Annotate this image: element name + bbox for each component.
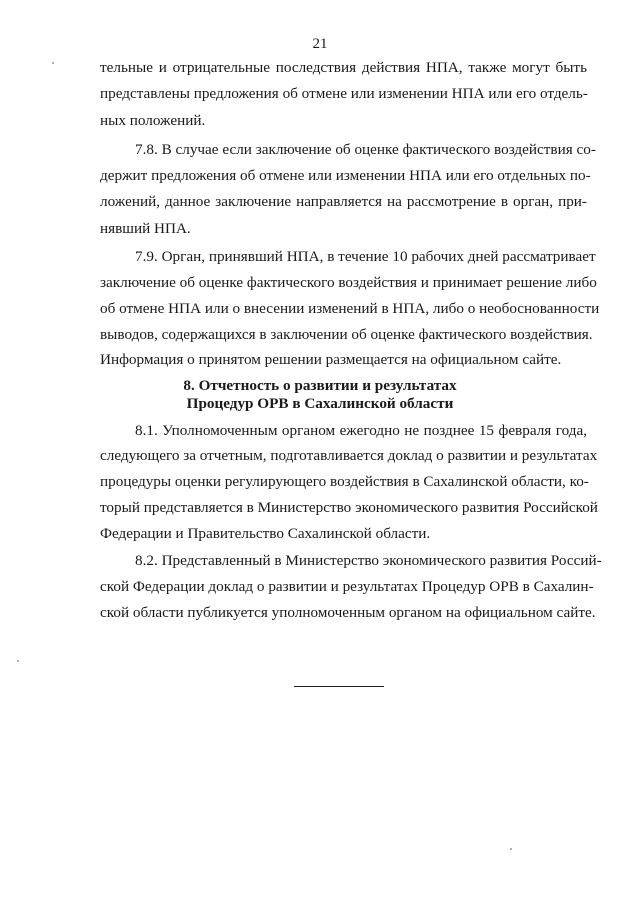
page-number: 21 bbox=[312, 36, 328, 52]
text-line: выводов, содержащихся в заключении об оценке фактического воздействия. bbox=[100, 326, 593, 343]
text-line: 8.1. Уполномоченным органом ежегодно не позднее 15 февраля года, bbox=[135, 422, 587, 439]
scan-speck bbox=[52, 62, 54, 64]
text-line: ской области публикуется уполномоченным органом на официальном сайте. bbox=[100, 604, 596, 621]
text-line: заключение об оценке фактического воздействия и принимает решение либо bbox=[100, 274, 597, 291]
text-line: ложений, данное заключение направляется на рассмотрение в орган, при- bbox=[100, 193, 587, 210]
text-line: 7.9. Орган, принявший НПА, в течение 10 рабочих дней рассматривает bbox=[135, 248, 596, 265]
text-line: 8.2. Представленный в Министерство экономического развития Россий- bbox=[135, 552, 602, 569]
end-separator-line bbox=[294, 686, 384, 687]
text-line: процедуры оценки регулирующего воздействия в Сахалинской области, ко- bbox=[100, 473, 589, 490]
section-heading: Процедур ОРВ в Сахалинской области bbox=[186, 395, 454, 412]
text-line: представлены предложения об отмене или изменении НПА или его отдель- bbox=[100, 85, 588, 102]
text-line: торый представляется в Министерство экономического развития Российской bbox=[100, 499, 598, 516]
text-line: тельные и отрицательные последствия действия НПА, также могут быть bbox=[100, 59, 587, 76]
text-line: Федерации и Правительство Сахалинской области. bbox=[100, 525, 431, 542]
scan-speck bbox=[17, 660, 19, 662]
text-line: об отмене НПА или о внесении изменений в НПА, либо о необоснованности bbox=[100, 300, 600, 317]
section-heading: 8. Отчетность о развитии и результатах bbox=[183, 377, 457, 394]
text-line: ных положений. bbox=[100, 112, 206, 129]
scan-speck bbox=[510, 848, 512, 850]
text-line: ской Федерации доклад о развитии и результатах Процедур ОРВ в Сахалин- bbox=[100, 578, 594, 595]
text-line: 7.8. В случае если заключение об оценке фактического воздействия со- bbox=[135, 141, 596, 158]
text-line: нявший НПА. bbox=[100, 220, 191, 237]
text-line: Информация о принятом решении размещается на официальном сайте. bbox=[100, 351, 562, 368]
text-line: следующего за отчетным, подготавливается доклад о развитии и результатах bbox=[100, 447, 598, 464]
text-line: держит предложения об отмене или изменении НПА или его отдельных по- bbox=[100, 167, 591, 184]
